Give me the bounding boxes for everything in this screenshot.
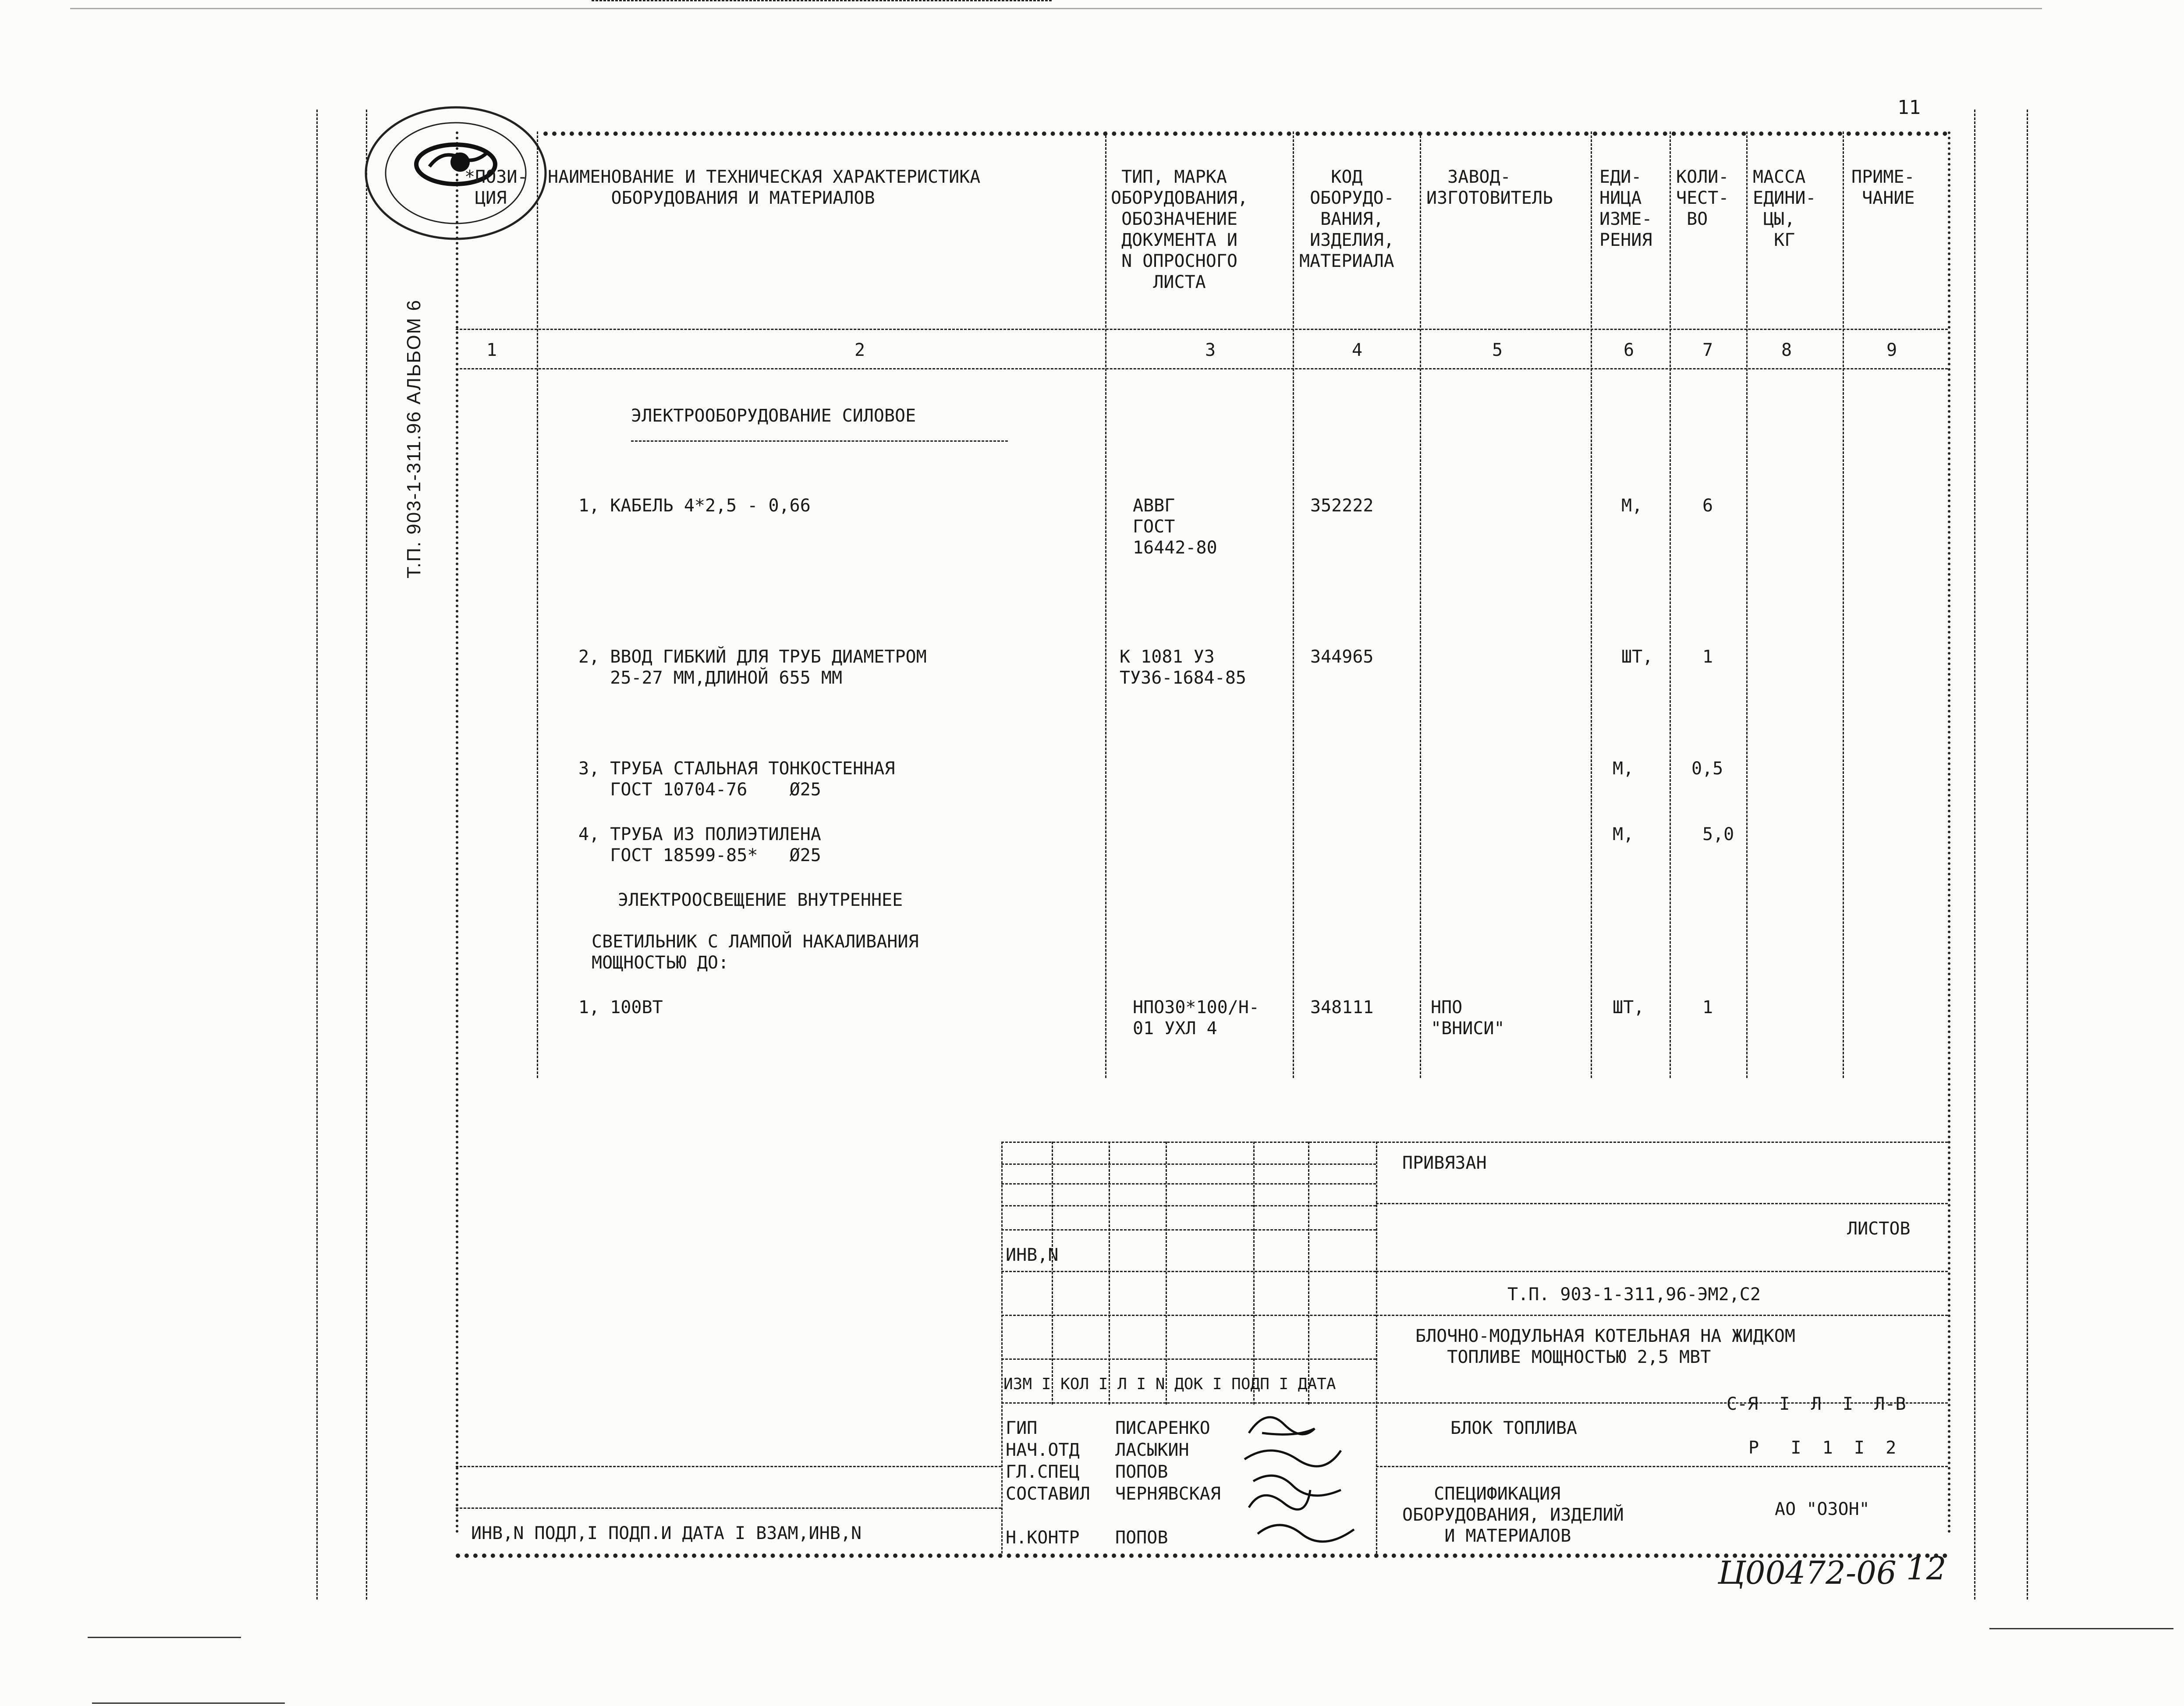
role-gip: ГИП: [1006, 1418, 1038, 1438]
footer-fields: ИНВ,N ПОДЛ,I ПОДП.И ДАТА I ВЗАМ,ИНВ,N: [471, 1523, 862, 1543]
lamp-intro: СВЕТИЛЬНИК С ЛАМПОЙ НАКАЛИВАНИЯ МОЩНОСТЬЮ ДО:: [592, 932, 919, 973]
header-col4: КОД ОБОРУДО- ВАНИЯ, ИЗДЕЛИЯ, МАТЕРИАЛА: [1299, 167, 1394, 271]
rev-line-5: [1001, 1271, 1376, 1272]
colnum-6: 6: [1624, 340, 1634, 360]
project-title: БЛОЧНО-МОДУЛЬНАЯ КОТЕЛЬНАЯ НА ЖИДКОМ ТОПЛИВЕ МОЩНОСТЬЮ 2,5 МВТ: [1415, 1326, 1795, 1367]
col-sep-3: [1293, 131, 1294, 1078]
privyazan-label: ПРИВЯЗАН: [1402, 1153, 1487, 1173]
colnum-2: 2: [854, 340, 865, 360]
block-name: БЛОК ТОПЛИВА: [1450, 1418, 1577, 1438]
inv-n-label: ИНВ,N: [1006, 1245, 1059, 1265]
signatures: [1240, 1402, 1380, 1547]
rev-line-6: [1001, 1315, 1376, 1316]
revision-header: ИЗМ I КОЛ I Л I N ДОК I ПОДП I ДАТА: [1003, 1375, 1336, 1393]
row-2-code: 344965: [1310, 647, 1374, 667]
rev-line-4: [1001, 1229, 1376, 1231]
row-5-maker: НПО "ВНИСИ": [1431, 997, 1505, 1039]
organization-name: АО "ОЗОН": [1775, 1499, 1870, 1519]
rev-col-4: [1253, 1142, 1255, 1405]
colnum-7: 7: [1702, 340, 1713, 360]
rev-line-7: [1001, 1358, 1376, 1360]
colnum-5: 5: [1492, 340, 1503, 360]
header-col5: ЗАВОД- ИЗГОТОВИТЕЛЬ: [1426, 167, 1553, 208]
scan-artifact-line-3: [1989, 1628, 2173, 1629]
titleblock-left: [1001, 1142, 1003, 1553]
footer-line-b: [456, 1507, 1001, 1509]
doc-code: Т.П. 903-1-311,96-ЭМ2,С2: [1507, 1284, 1761, 1305]
header-col9: ПРИМЕ- ЧАНИЕ: [1851, 167, 1915, 208]
row-5-code: 348111: [1310, 997, 1374, 1018]
header-col2: НАИМЕНОВАНИЕ И ТЕХНИЧЕСКАЯ ХАРАКТЕРИСТИКА ОБОРУДОВАНИЯ И МАТЕРИАЛОВ: [548, 167, 981, 208]
col-sep-8: [1843, 131, 1844, 1078]
name-n-kontr: ПОПОВ: [1115, 1528, 1168, 1548]
album-label: Т.П. 903-1-311.96 АЛЬБОМ 6: [403, 299, 425, 578]
rev-col-5: [1308, 1142, 1309, 1405]
row-5-qty: 1: [1702, 997, 1713, 1018]
row-4-name: 4, ТРУБА ИЗ ПОЛИЭТИЛЕНА ГОСТ 18599-85* Ø25: [578, 824, 821, 865]
section-lighting-underline: [592, 0, 1052, 1]
row-3-unit: М,: [1613, 759, 1634, 779]
row-1-code: 352222: [1310, 496, 1374, 516]
col-sep-4: [1420, 131, 1421, 1078]
rev-line-2: [1001, 1183, 1376, 1185]
header-rule: [456, 329, 1948, 330]
rev-line-1: [1001, 1163, 1376, 1165]
role-nach-otd: НАЧ.ОТД: [1006, 1440, 1080, 1460]
section-power-underline: [631, 440, 1008, 442]
rev-col-3: [1166, 1142, 1167, 1405]
header-col1: *ПОЗИ- ЦИЯ: [464, 167, 528, 208]
stage-values: Р I 1 I 2: [1748, 1438, 1897, 1458]
scan-artifact-line-1: [88, 1637, 241, 1638]
name-sostavil: ЧЕРНЯВСКАЯ: [1115, 1484, 1221, 1504]
row-3-name: 3, ТРУБА СТАЛЬНАЯ ТОНКОСТЕННАЯ ГОСТ 10704-76 Ø25: [578, 759, 895, 800]
listov-label: ЛИСТОВ: [1847, 1219, 1911, 1239]
name-gip: ПИСАРЕНКО: [1115, 1418, 1210, 1438]
row-3-qty: 0,5: [1691, 759, 1723, 779]
tb-line-b: [1376, 1271, 1948, 1272]
role-gl-spec: ГЛ.СПЕЦ: [1006, 1462, 1080, 1482]
tb-line-d: [1376, 1466, 1948, 1467]
col-sep-7: [1746, 131, 1748, 1078]
header-col7: КОЛИ- ЧЕСТ- ВО: [1676, 167, 1729, 229]
page-number: 11: [1897, 96, 1921, 119]
tb-line-c: [1376, 1315, 1948, 1316]
col-sep-1: [537, 131, 538, 1078]
header-col8: МАССА ЕДИНИ- ЦЫ, КГ: [1753, 167, 1816, 250]
handwritten-code: Ц00472-06: [1718, 1554, 1897, 1591]
titleblock-top: [1001, 1142, 1948, 1143]
row-2-qty: 1: [1702, 647, 1713, 667]
row-1-qty: 6: [1702, 496, 1713, 516]
col-sep-5: [1591, 131, 1592, 1078]
rev-line-3: [1001, 1205, 1376, 1206]
left-border-inner: [366, 110, 367, 1600]
col-sep-2: [1105, 131, 1106, 1078]
colnum-9: 9: [1886, 340, 1897, 360]
scan-artifact-line-2: [92, 1702, 285, 1704]
colnum-1: 1: [486, 340, 497, 360]
row-1-name: 1, КАБЕЛЬ 4*2,5 - 0,66: [578, 496, 811, 516]
row-4-qty: 5,0: [1702, 824, 1734, 844]
header-col6: ЕДИ- НИЦА ИЗМЕ- РЕНИЯ: [1599, 167, 1652, 250]
row-5-type: НПО30*100/Н- 01 УХЛ 4: [1133, 997, 1259, 1039]
right-border-inner: [1974, 110, 1975, 1600]
handwritten-page: 12: [1906, 1550, 1946, 1587]
row-2-name: 2, ВВОД ГИБКИЙ ДЛЯ ТРУБ ДИАМЕТРОМ 25-27 ММ,ДЛИНОЙ 655 ММ: [578, 647, 927, 688]
colnum-rule: [456, 368, 1948, 369]
row-1-unit: М,: [1621, 496, 1643, 516]
row-2-unit: ШТ,: [1621, 647, 1653, 667]
row-2-type: К 1081 У3 ТУ36-1684-85: [1120, 647, 1246, 688]
scan-edge-line: [70, 8, 2042, 9]
role-sostavil: СОСТАВИЛ: [1006, 1484, 1090, 1504]
row-4-unit: М,: [1613, 824, 1634, 844]
colnum-3: 3: [1205, 340, 1216, 360]
name-gl-spec: ПОПОВ: [1115, 1462, 1168, 1482]
left-star-border: [456, 131, 458, 1534]
top-border: [543, 131, 1948, 136]
role-n-kontr: Н.КОНТР: [1006, 1528, 1080, 1548]
name-nach-otd: ЛАСЫКИН: [1115, 1440, 1189, 1460]
rev-col-2: [1109, 1142, 1110, 1405]
header-col3: ТИП, МАРКА ОБОРУДОВАНИЯ, ОБОЗНАЧЕНИЕ ДОКУМЕНТА И N ОПРОСНОГО ЛИСТА: [1111, 167, 1248, 292]
stage-header: С-Я I Л I Л-В: [1727, 1394, 1906, 1414]
doc-title: СПЕЦИФИКАЦИЯ ОБОРУДОВАНИЯ, ИЗДЕЛИЙ И МАТЕРИАЛОВ: [1402, 1484, 1624, 1546]
row-5-unit: ШТ,: [1613, 997, 1645, 1018]
col-sep-6: [1670, 131, 1671, 1078]
footer-line-a: [456, 1466, 1001, 1467]
rev-col-1: [1052, 1142, 1053, 1405]
colnum-8: 8: [1781, 340, 1792, 360]
right-star-border: [1948, 131, 1950, 1534]
colnum-4: 4: [1352, 340, 1363, 360]
tb-line-a: [1376, 1203, 1948, 1204]
row-1-type: АВВГ ГОСТ 16442-80: [1133, 496, 1217, 558]
section-power: ЭЛЕКТРООБОРУДОВАНИЕ СИЛОВОЕ: [631, 406, 916, 426]
section-lighting: ЭЛЕКТРООСВЕЩЕНИЕ ВНУТРЕННЕЕ: [618, 890, 903, 910]
right-border-outer: [2027, 110, 2028, 1600]
row-5-name: 1, 100ВТ: [578, 997, 663, 1018]
left-border-outer: [316, 110, 318, 1600]
